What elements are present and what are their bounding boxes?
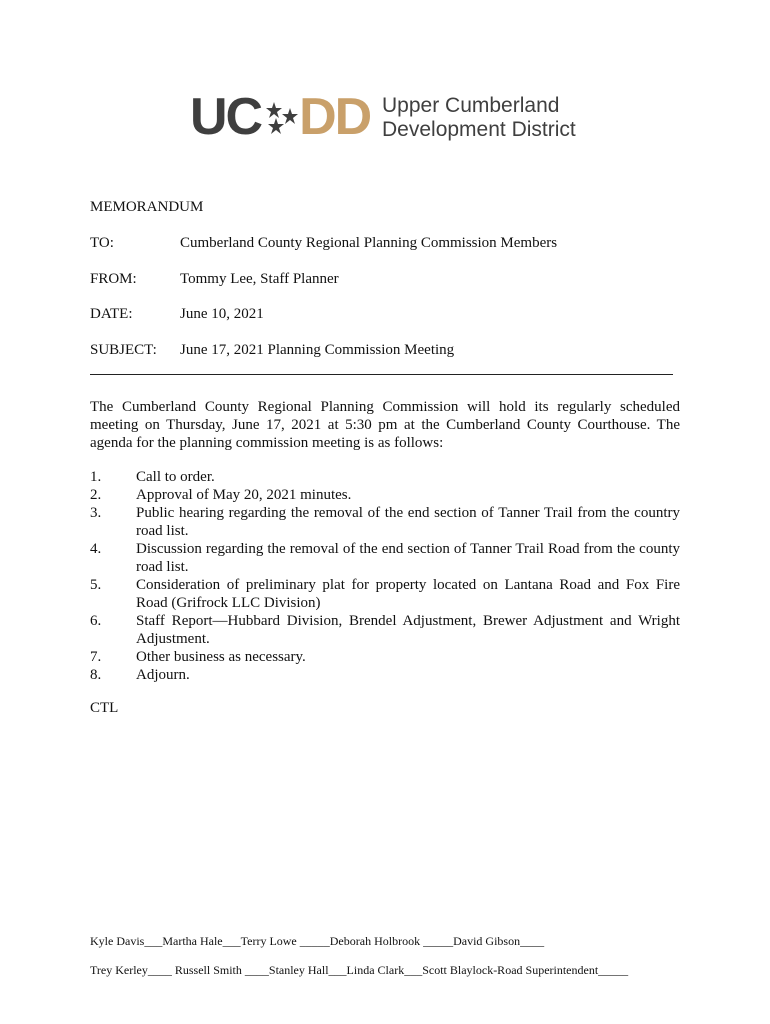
intro-paragraph: The Cumberland County Regional Planning Commission will hold its regularly scheduled meeting on Thursday, June 17, 2021 at 5:30 pm at the Cumberland County Courthouse. The agenda for the planning commission meeting is as follows: xyxy=(90,399,680,451)
agenda-number: 6. xyxy=(90,613,102,629)
header-value: June 17, 2021 Planning Commission Meeting xyxy=(180,342,455,358)
three-stars-icon xyxy=(264,100,300,136)
agenda-list xyxy=(90,468,680,684)
agenda-text: Approval of May 20, 2021 minutes. xyxy=(136,487,352,503)
logo-org-line2: Development District xyxy=(382,118,576,141)
author-initials: CTL xyxy=(90,700,119,716)
agenda-item xyxy=(90,540,680,576)
agenda-item xyxy=(90,486,680,504)
agenda-text: Other business as necessary. xyxy=(136,649,306,665)
agenda-text: Staff Report—Hubbard Division, Brendel Adjustment, Brewer Adjustment and Wright Adjustment. xyxy=(136,613,680,647)
header-label: TO: xyxy=(90,235,114,251)
agenda-text: Consideration of preliminary plat for property located on Lantana Road and Fox Fire Road (Grifrock LLC Division) xyxy=(136,577,680,611)
agenda-item xyxy=(90,612,680,648)
agenda-text: Public hearing regarding the removal of the end section of Tanner Trail from the country road list. xyxy=(136,505,680,539)
agenda-number: 8. xyxy=(90,667,102,683)
agenda-item xyxy=(90,666,680,684)
header-value: Tommy Lee, Staff Planner xyxy=(180,271,339,287)
agenda-number: 5. xyxy=(90,577,102,593)
logo-mark-uc: UC xyxy=(190,88,262,146)
agenda-item xyxy=(90,468,680,486)
agenda-item xyxy=(90,576,680,612)
agenda-item xyxy=(90,504,680,540)
header-divider xyxy=(90,374,673,375)
agenda-number: 3. xyxy=(90,505,102,521)
logo-org-line1: Upper Cumberland xyxy=(382,94,560,117)
roster-line-1: Kyle Davis___Martha Hale___Terry Lowe _____Deborah Holbrook _____David Gibson____ xyxy=(90,934,545,948)
logo-org-name xyxy=(382,94,576,142)
header-value: June 10, 2021 xyxy=(180,306,264,322)
agenda-text: Adjourn. xyxy=(136,667,190,683)
agenda-item xyxy=(90,648,680,666)
agenda-text: Call to order. xyxy=(136,469,215,485)
ucdd-logo xyxy=(190,88,590,146)
logo-mark-dd: DD xyxy=(299,88,371,146)
memo-title: MEMORANDUM xyxy=(90,199,204,215)
roster-line-2: Trey Kerley____ Russell Smith ____Stanley Hall___Linda Clark___Scott Blaylock-Road Superintendent_____ xyxy=(90,963,629,977)
header-value: Cumberland County Regional Planning Commission Members xyxy=(180,235,558,251)
agenda-number: 1. xyxy=(90,469,102,485)
header-label: DATE: xyxy=(90,306,133,322)
agenda-number: 7. xyxy=(90,649,102,665)
header-label: FROM: xyxy=(90,271,137,287)
agenda-number: 2. xyxy=(90,487,102,503)
header-label: SUBJECT: xyxy=(90,342,157,358)
agenda-text: Discussion regarding the removal of the end section of Tanner Trail Road from the county road list. xyxy=(136,541,680,575)
agenda-number: 4. xyxy=(90,541,102,557)
